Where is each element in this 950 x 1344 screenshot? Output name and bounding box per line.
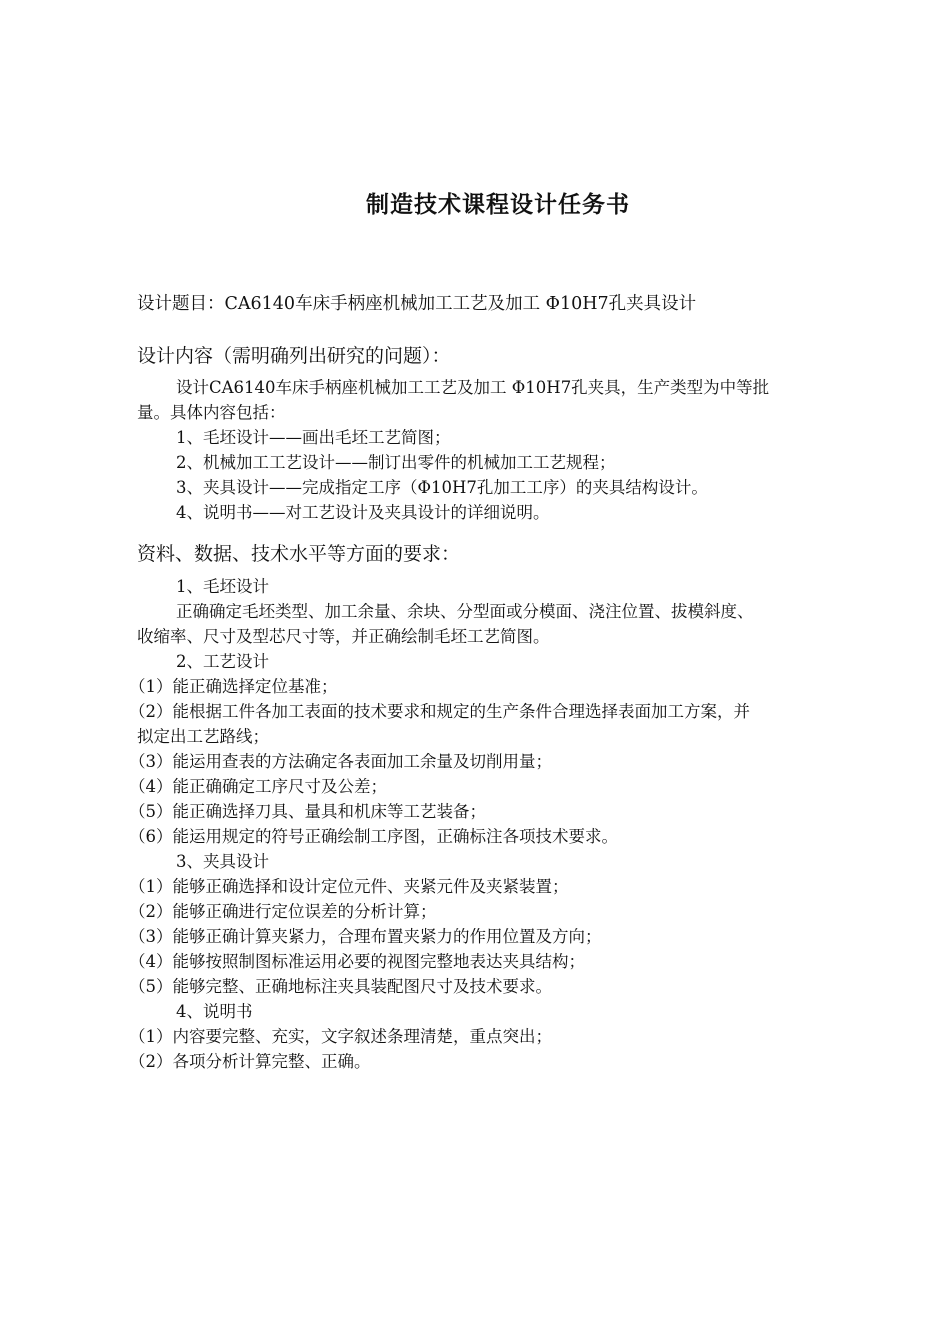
design-topic: 设计题目：CA6140车床手柄座机械加工工艺及加工 Φ10H7孔夹具设计 <box>137 294 697 314</box>
requirements-heading: 资料、数据、技术水平等方面的要求： <box>137 543 461 565</box>
requirements-line: （2）各项分析计算完整、正确。 <box>129 1052 371 1071</box>
content-heading: 设计内容（需明确列出研究的问题）： <box>137 345 451 367</box>
document-title: 制造技术课程设计任务书 <box>366 191 630 218</box>
requirements-line: 收缩率、尺寸及型芯尺寸等，并正确绘制毛坯工艺简图。 <box>137 627 550 646</box>
content-line: 设计CA6140车床手柄座机械加工工艺及加工 Φ10H7孔夹具，生产类型为中等批 <box>176 378 770 397</box>
content-line: 1、毛坯设计——画出毛坯工艺简图； <box>176 428 451 447</box>
requirements-line: 正确确定毛坯类型、加工余量、余块、分型面或分模面、浇注位置、拔模斜度、 <box>176 602 754 621</box>
requirements-line: 4、说明书 <box>176 1002 253 1021</box>
requirements-line: （4）能够按照制图标准运用必要的视图完整地表达夹具结构； <box>129 952 585 971</box>
requirements-line: （3）能运用查表的方法确定各表面加工余量及切削用量； <box>129 752 552 771</box>
requirements-line: 1、毛坯设计 <box>176 577 269 596</box>
requirements-line: （6）能运用规定的符号正确绘制工序图，正确标注各项技术要求。 <box>129 827 618 846</box>
content-line: 量。具体内容包括： <box>137 403 286 422</box>
requirements-line: （2）能够正确进行定位误差的分析计算； <box>129 902 437 921</box>
requirements-line: （2）能根据工件各加工表面的技术要求和规定的生产条件合理选择表面加工方案，并 <box>129 702 750 721</box>
requirements-line: （5）能够完整、正确地标注夹具装配图尺寸及技术要求。 <box>129 977 552 996</box>
content-line: 2、机械加工工艺设计——制订出零件的机械加工工艺规程； <box>176 453 616 472</box>
content-line: 4、说明书——对工艺设计及夹具设计的详细说明。 <box>176 503 550 522</box>
requirements-line: （3）能够正确计算夹紧力，合理布置夹紧力的作用位置及方向； <box>129 927 602 946</box>
requirements-line: （5）能正确选择刀具、量具和机床等工艺装备； <box>129 802 486 821</box>
requirements-line: （4）能正确确定工序尺寸及公差； <box>129 777 387 796</box>
requirements-line: （1）能够正确选择和设计定位元件、夹紧元件及夹紧装置； <box>129 877 569 896</box>
content-line: 3、夹具设计——完成指定工序（Φ10H7孔加工工序）的夹具结构设计。 <box>176 478 708 497</box>
requirements-line: 2、工艺设计 <box>176 652 269 671</box>
requirements-line: （1）内容要完整、充实，文字叙述条理清楚，重点突出； <box>129 1027 552 1046</box>
requirements-line: 拟定出工艺路线； <box>137 727 269 746</box>
requirements-line: （1）能正确选择定位基准； <box>129 677 338 696</box>
requirements-line: 3、夹具设计 <box>176 852 269 871</box>
